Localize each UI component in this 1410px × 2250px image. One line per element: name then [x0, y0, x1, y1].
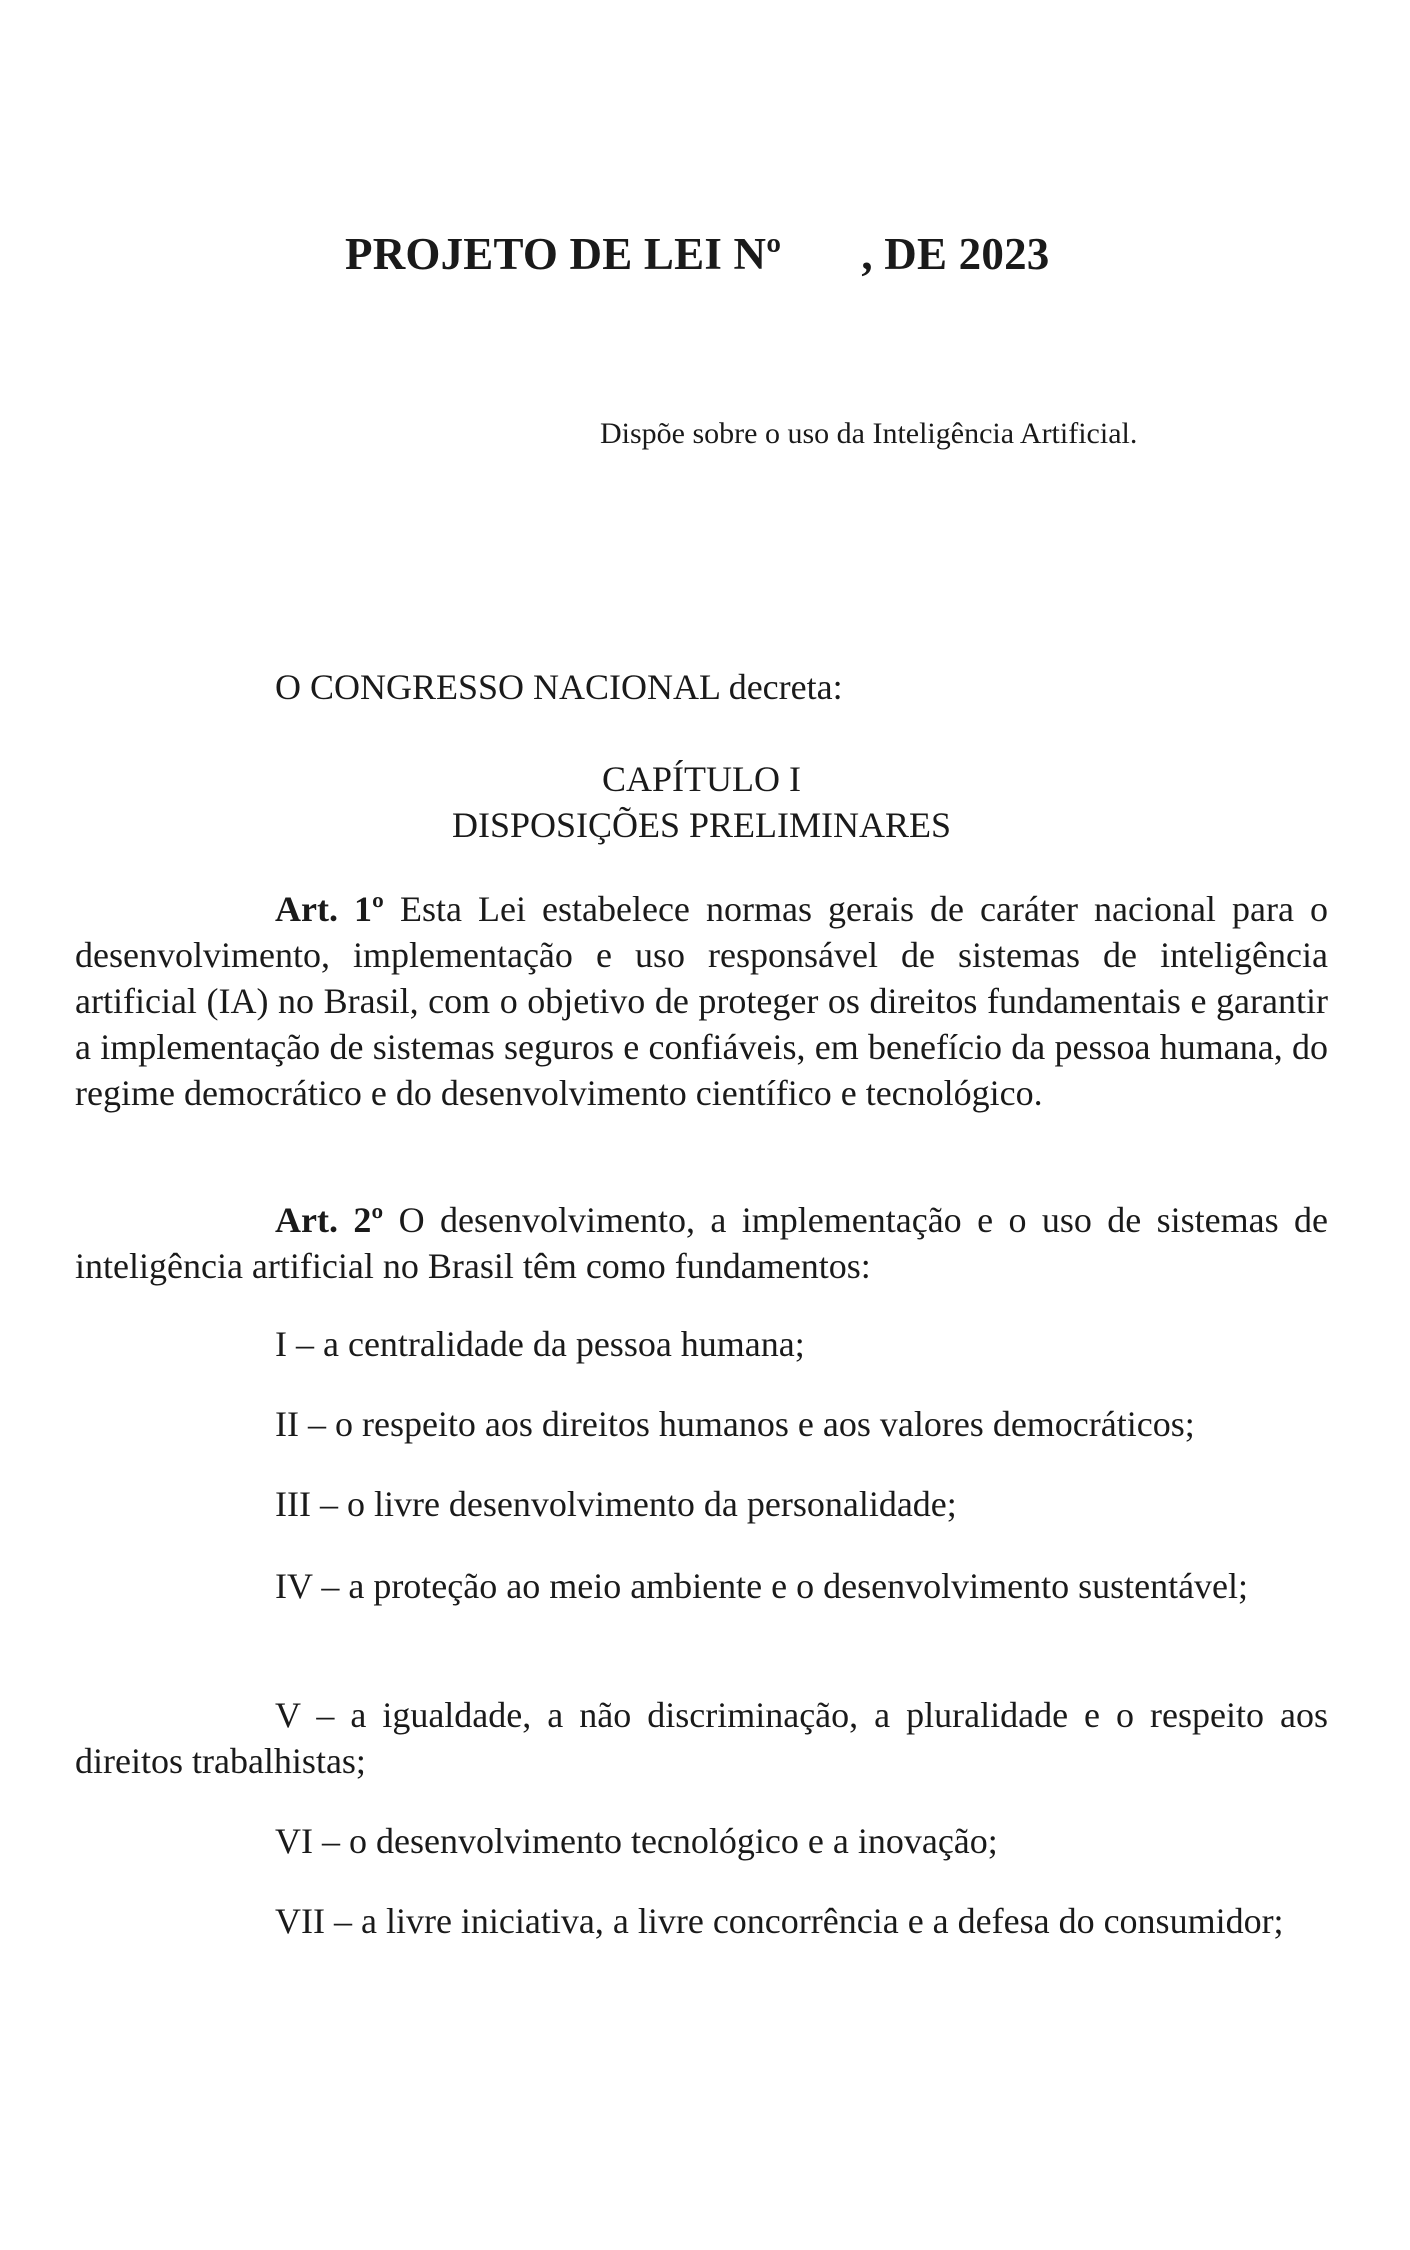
list-item: I – a centralidade da pessoa humana; [275, 1324, 805, 1364]
article-1-label: Art. 1º [275, 889, 384, 929]
chapter-number: CAPÍTULO I [602, 759, 801, 799]
bill-summary: Dispõe sobre o uso da Inteligência Artificial. [600, 417, 1138, 450]
preamble: O CONGRESSO NACIONAL decreta: [275, 667, 843, 707]
article-2 [75, 1197, 1328, 1289]
list-item: II – o respeito aos direitos humanos e aos valores democráticos; [275, 1404, 1195, 1444]
list-item: IV – a proteção ao meio ambiente e o desenvolvimento sustentável; [275, 1566, 1249, 1606]
list-item: III – o livre desenvolvimento da personalidade; [275, 1484, 957, 1524]
article-2-label: Art. 2º [275, 1200, 384, 1240]
bill-title: PROJETO DE LEI Nº , DE 2023 [345, 229, 1050, 279]
article-1 [75, 886, 1328, 1116]
list-item: V – a igualdade, a não discriminação, a pluralidade e o respeito aos direitos trabalhistas; [75, 1695, 1328, 1781]
article-1-text: Esta Lei estabelece normas gerais de caráter nacional para o desenvolvimento, implementação e uso responsável de sistemas de inteligência artificial (IA) no Brasil, com o objetivo de proteger os direitos fundamentais e garantir a implementação de sistemas seguros e confiáveis, em benefício da pessoa humana, do regime democrático e do desenvolvimento científico e tecnológico. [75, 889, 1328, 1113]
list-item: VI – o desenvolvimento tecnológico e a inovação; [275, 1821, 998, 1861]
article-2-text: O desenvolvimento, a implementação e o uso de sistemas de inteligência artificial no Brasil têm como fundamentos: [75, 1200, 1328, 1286]
chapter-name: DISPOSIÇÕES PRELIMINARES [451, 805, 952, 845]
list-item: VII – a livre iniciativa, a livre concorrência e a defesa do consumidor; [275, 1901, 1284, 1941]
